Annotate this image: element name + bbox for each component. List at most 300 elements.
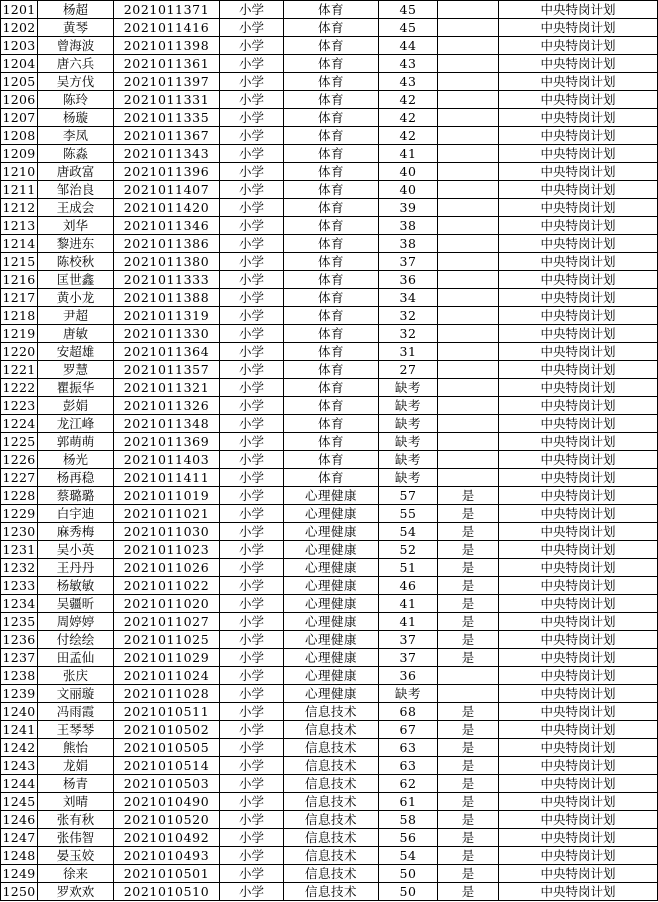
name-cell: 付绘绘: [38, 631, 114, 649]
plan-cell: 中央特岗计划: [499, 739, 658, 757]
seq-cell: 1211: [2, 182, 36, 197]
table-row: [1, 397, 658, 415]
score-cell: 39: [379, 199, 438, 217]
table-row: [1, 631, 658, 649]
plan-cell: 中央特岗计划: [499, 181, 658, 199]
score-cell: 43: [379, 55, 438, 73]
name-cell: 吴小英: [38, 541, 114, 559]
score-cell: 52: [379, 541, 438, 559]
level-cell: 小学: [220, 847, 284, 865]
table-row: [1, 685, 658, 703]
interview-cell: [438, 667, 499, 685]
interview-cell: 是: [438, 721, 499, 739]
exam-id-cell: 2021011019: [114, 487, 220, 505]
table-row: [1, 793, 658, 811]
table-row: [1, 379, 658, 397]
seq-cell: 1220: [2, 344, 36, 359]
subject-cell: 体育: [284, 1, 379, 19]
table-row: [1, 577, 658, 595]
table-row: [1, 595, 658, 613]
subject-cell: 心理健康: [284, 487, 379, 505]
level-cell: 小学: [220, 811, 284, 829]
interview-cell: [438, 469, 499, 487]
name-cell: 冯雨霞: [38, 703, 114, 721]
name-cell: 杨超: [38, 1, 114, 19]
seq-cell: 1205: [2, 74, 36, 89]
plan-cell: 中央特岗计划: [499, 865, 658, 883]
plan-cell: 中央特岗计划: [499, 163, 658, 181]
table-row: [1, 523, 658, 541]
seq-cell: 1237: [2, 650, 36, 665]
table-row: [1, 127, 658, 145]
name-cell: 白宇迪: [38, 505, 114, 523]
plan-cell: 中央特岗计划: [499, 451, 658, 469]
table-row: [1, 541, 658, 559]
table-row: [1, 847, 658, 865]
plan-cell: 中央特岗计划: [499, 703, 658, 721]
subject-cell: 体育: [284, 415, 379, 433]
plan-cell: 中央特岗计划: [499, 271, 658, 289]
subject-cell: 心理健康: [284, 541, 379, 559]
table-row: [1, 451, 658, 469]
interview-cell: 是: [438, 595, 499, 613]
score-cell: 32: [379, 325, 438, 343]
exam-id-cell: 2021011331: [114, 91, 220, 109]
seq-cell: 1201: [2, 2, 36, 17]
exam-id-cell: 2021011346: [114, 217, 220, 235]
name-cell: 徐来: [38, 865, 114, 883]
table-row: [1, 271, 658, 289]
plan-cell: 中央特岗计划: [499, 541, 658, 559]
plan-cell: 中央特岗计划: [499, 883, 658, 901]
level-cell: 小学: [220, 433, 284, 451]
exam-id-cell: 2021011411: [114, 469, 220, 487]
subject-cell: 体育: [284, 19, 379, 37]
exam-id-cell: 2021011380: [114, 253, 220, 271]
subject-cell: 信息技术: [284, 703, 379, 721]
interview-cell: [438, 325, 499, 343]
name-cell: 张庆: [38, 667, 114, 685]
exam-id-cell: 2021011023: [114, 541, 220, 559]
plan-cell: 中央特岗计划: [499, 721, 658, 739]
plan-cell: 中央特岗计划: [499, 91, 658, 109]
interview-cell: [438, 415, 499, 433]
seq-cell: 1248: [2, 848, 36, 863]
subject-cell: 信息技术: [284, 739, 379, 757]
score-cell: 45: [379, 19, 438, 37]
subject-cell: 心理健康: [284, 631, 379, 649]
table-row: [1, 163, 658, 181]
name-cell: 杨光: [38, 451, 114, 469]
level-cell: 小学: [220, 1, 284, 19]
exam-id-cell: 2021010514: [114, 757, 220, 775]
name-cell: 唐政富: [38, 163, 114, 181]
score-cell: 36: [379, 271, 438, 289]
score-cell: 55: [379, 505, 438, 523]
level-cell: 小学: [220, 739, 284, 757]
plan-cell: 中央特岗计划: [499, 667, 658, 685]
exam-id-cell: 2021010510: [114, 883, 220, 901]
seq-cell: 1229: [2, 506, 36, 521]
table-row: [1, 145, 658, 163]
score-cell: 42: [379, 127, 438, 145]
subject-cell: 体育: [284, 325, 379, 343]
seq-cell: 1206: [2, 92, 36, 107]
name-cell: 陈校秋: [38, 253, 114, 271]
interview-cell: 是: [438, 793, 499, 811]
exam-id-cell: 2021010501: [114, 865, 220, 883]
interview-cell: 是: [438, 613, 499, 631]
subject-cell: 体育: [284, 469, 379, 487]
interview-cell: [438, 145, 499, 163]
plan-cell: 中央特岗计划: [499, 631, 658, 649]
score-cell: 54: [379, 847, 438, 865]
subject-cell: 体育: [284, 451, 379, 469]
plan-cell: 中央特岗计划: [499, 595, 658, 613]
exam-id-cell: 2021010493: [114, 847, 220, 865]
seq-cell: 1218: [2, 308, 36, 323]
subject-cell: 体育: [284, 253, 379, 271]
table-row: [1, 37, 658, 55]
level-cell: 小学: [220, 505, 284, 523]
interview-cell: 是: [438, 541, 499, 559]
interview-cell: [438, 91, 499, 109]
exam-id-cell: 2021011030: [114, 523, 220, 541]
seq-cell: 1250: [2, 884, 36, 899]
score-cell: 缺考: [379, 415, 438, 433]
seq-cell: 1216: [2, 272, 36, 287]
seq-cell: 1231: [2, 542, 36, 557]
name-cell: 安超雄: [38, 343, 114, 361]
table-row: [1, 307, 658, 325]
exam-id-cell: 2021011367: [114, 127, 220, 145]
seq-cell: 1227: [2, 470, 36, 485]
plan-cell: 中央特岗计划: [499, 1, 658, 19]
level-cell: 小学: [220, 595, 284, 613]
table-row: [1, 811, 658, 829]
plan-cell: 中央特岗计划: [499, 613, 658, 631]
name-cell: 吴疆昕: [38, 595, 114, 613]
table-row: [1, 1, 658, 19]
name-cell: 罗慧: [38, 361, 114, 379]
exam-id-cell: 2021011398: [114, 37, 220, 55]
score-cell: 缺考: [379, 397, 438, 415]
table-row: [1, 181, 658, 199]
subject-cell: 体育: [284, 343, 379, 361]
results-table-body: [1, 1, 658, 901]
seq-cell: 1207: [2, 110, 36, 125]
level-cell: 小学: [220, 127, 284, 145]
score-cell: 50: [379, 883, 438, 901]
seq-cell: 1240: [2, 704, 36, 719]
level-cell: 小学: [220, 307, 284, 325]
interview-cell: [438, 271, 499, 289]
name-cell: 杨再稳: [38, 469, 114, 487]
name-cell: 黄琴: [38, 19, 114, 37]
seq-cell: 1222: [2, 380, 36, 395]
level-cell: 小学: [220, 19, 284, 37]
exam-id-cell: 2021011371: [114, 1, 220, 19]
plan-cell: 中央特岗计划: [499, 361, 658, 379]
exam-id-cell: 2021011029: [114, 649, 220, 667]
name-cell: 罗欢欢: [38, 883, 114, 901]
subject-cell: 体育: [284, 109, 379, 127]
exam-id-cell: 2021011025: [114, 631, 220, 649]
table-row: [1, 829, 658, 847]
exam-id-cell: 2021011028: [114, 685, 220, 703]
exam-id-cell: 2021011319: [114, 307, 220, 325]
interview-cell: [438, 163, 499, 181]
plan-cell: 中央特岗计划: [499, 775, 658, 793]
exam-id-cell: 2021011022: [114, 577, 220, 595]
level-cell: 小学: [220, 199, 284, 217]
name-cell: 尹超: [38, 307, 114, 325]
level-cell: 小学: [220, 631, 284, 649]
interview-cell: 是: [438, 487, 499, 505]
subject-cell: 信息技术: [284, 757, 379, 775]
plan-cell: 中央特岗计划: [499, 433, 658, 451]
table-row: [1, 343, 658, 361]
subject-cell: 信息技术: [284, 829, 379, 847]
level-cell: 小学: [220, 55, 284, 73]
interview-cell: [438, 343, 499, 361]
score-cell: 58: [379, 811, 438, 829]
plan-cell: 中央特岗计划: [499, 379, 658, 397]
interview-cell: [438, 181, 499, 199]
subject-cell: 体育: [284, 91, 379, 109]
name-cell: 陈淼: [38, 145, 114, 163]
plan-cell: 中央特岗计划: [499, 55, 658, 73]
exam-id-cell: 2021011335: [114, 109, 220, 127]
subject-cell: 体育: [284, 271, 379, 289]
exam-id-cell: 2021011388: [114, 289, 220, 307]
level-cell: 小学: [220, 289, 284, 307]
table-row: [1, 883, 658, 901]
seq-cell: 1204: [2, 56, 36, 71]
score-cell: 41: [379, 613, 438, 631]
name-cell: 陈玲: [38, 91, 114, 109]
score-cell: 37: [379, 253, 438, 271]
table-row: [1, 55, 658, 73]
seq-cell: 1245: [2, 794, 36, 809]
subject-cell: 信息技术: [284, 811, 379, 829]
seq-cell: 1209: [2, 146, 36, 161]
table-row: [1, 289, 658, 307]
interview-cell: 是: [438, 703, 499, 721]
interview-cell: [438, 217, 499, 235]
plan-cell: 中央特岗计划: [499, 109, 658, 127]
subject-cell: 信息技术: [284, 883, 379, 901]
plan-cell: 中央特岗计划: [499, 757, 658, 775]
name-cell: 王琴琴: [38, 721, 114, 739]
subject-cell: 信息技术: [284, 847, 379, 865]
interview-cell: [438, 451, 499, 469]
score-cell: 27: [379, 361, 438, 379]
seq-cell: 1234: [2, 596, 36, 611]
seq-cell: 1212: [2, 200, 36, 215]
table-row: [1, 433, 658, 451]
exam-id-cell: 2021010511: [114, 703, 220, 721]
interview-cell: [438, 433, 499, 451]
exam-id-cell: 2021011416: [114, 19, 220, 37]
seq-cell: 1210: [2, 164, 36, 179]
interview-cell: [438, 361, 499, 379]
score-cell: 缺考: [379, 469, 438, 487]
exam-id-cell: 2021011326: [114, 397, 220, 415]
exam-id-cell: 2021011420: [114, 199, 220, 217]
name-cell: 蔡璐璐: [38, 487, 114, 505]
seq-cell: 1213: [2, 218, 36, 233]
interview-cell: 是: [438, 505, 499, 523]
plan-cell: 中央特岗计划: [499, 811, 658, 829]
seq-cell: 1236: [2, 632, 36, 647]
score-cell: 41: [379, 145, 438, 163]
name-cell: 邹治良: [38, 181, 114, 199]
score-cell: 缺考: [379, 685, 438, 703]
seq-cell: 1230: [2, 524, 36, 539]
score-cell: 67: [379, 721, 438, 739]
exam-id-cell: 2021010520: [114, 811, 220, 829]
exam-id-cell: 2021010502: [114, 721, 220, 739]
plan-cell: 中央特岗计划: [499, 325, 658, 343]
level-cell: 小学: [220, 487, 284, 505]
name-cell: 晏玉姣: [38, 847, 114, 865]
seq-cell: 1226: [2, 452, 36, 467]
level-cell: 小学: [220, 559, 284, 577]
score-cell: 37: [379, 649, 438, 667]
subject-cell: 体育: [284, 163, 379, 181]
plan-cell: 中央特岗计划: [499, 505, 658, 523]
seq-cell: 1208: [2, 128, 36, 143]
plan-cell: 中央特岗计划: [499, 469, 658, 487]
interview-cell: [438, 199, 499, 217]
score-cell: 61: [379, 793, 438, 811]
exam-id-cell: 2021011403: [114, 451, 220, 469]
seq-cell: 1217: [2, 290, 36, 305]
level-cell: 小学: [220, 865, 284, 883]
plan-cell: 中央特岗计划: [499, 289, 658, 307]
score-cell: 63: [379, 757, 438, 775]
interview-cell: 是: [438, 847, 499, 865]
name-cell: 熊怡: [38, 739, 114, 757]
table-row: [1, 73, 658, 91]
plan-cell: 中央特岗计划: [499, 523, 658, 541]
level-cell: 小学: [220, 451, 284, 469]
seq-cell: 1238: [2, 668, 36, 683]
seq-cell: 1233: [2, 578, 36, 593]
score-cell: 40: [379, 163, 438, 181]
name-cell: 刘华: [38, 217, 114, 235]
exam-id-cell: 2021011348: [114, 415, 220, 433]
exam-id-cell: 2021011027: [114, 613, 220, 631]
seq-cell: 1232: [2, 560, 36, 575]
subject-cell: 体育: [284, 145, 379, 163]
exam-id-cell: 2021011024: [114, 667, 220, 685]
score-cell: 40: [379, 181, 438, 199]
score-cell: 50: [379, 865, 438, 883]
interview-cell: 是: [438, 883, 499, 901]
seq-cell: 1228: [2, 488, 36, 503]
table-row: [1, 703, 658, 721]
score-cell: 缺考: [379, 379, 438, 397]
subject-cell: 心理健康: [284, 667, 379, 685]
subject-cell: 心理健康: [284, 613, 379, 631]
interview-cell: [438, 127, 499, 145]
interview-cell: 是: [438, 523, 499, 541]
subject-cell: 体育: [284, 397, 379, 415]
exam-id-cell: 2021010492: [114, 829, 220, 847]
level-cell: 小学: [220, 217, 284, 235]
name-cell: 文丽璇: [38, 685, 114, 703]
score-cell: 68: [379, 703, 438, 721]
exam-id-cell: 2021011396: [114, 163, 220, 181]
seq-cell: 1244: [2, 776, 36, 791]
score-cell: 34: [379, 289, 438, 307]
level-cell: 小学: [220, 325, 284, 343]
interview-cell: [438, 109, 499, 127]
level-cell: 小学: [220, 613, 284, 631]
score-cell: 63: [379, 739, 438, 757]
table-row: [1, 199, 658, 217]
plan-cell: 中央特岗计划: [499, 649, 658, 667]
subject-cell: 体育: [284, 199, 379, 217]
interview-cell: [438, 307, 499, 325]
table-row: [1, 775, 658, 793]
level-cell: 小学: [220, 379, 284, 397]
level-cell: 小学: [220, 109, 284, 127]
level-cell: 小学: [220, 721, 284, 739]
plan-cell: 中央特岗计划: [499, 415, 658, 433]
plan-cell: 中央特岗计划: [499, 397, 658, 415]
plan-cell: 中央特岗计划: [499, 847, 658, 865]
table-row: [1, 757, 658, 775]
seq-cell: 1214: [2, 236, 36, 251]
table-row: [1, 415, 658, 433]
seq-cell: 1242: [2, 740, 36, 755]
name-cell: 麻秀梅: [38, 523, 114, 541]
exam-id-cell: 2021011361: [114, 55, 220, 73]
level-cell: 小学: [220, 667, 284, 685]
plan-cell: 中央特岗计划: [499, 685, 658, 703]
exam-id-cell: 2021011021: [114, 505, 220, 523]
score-cell: 57: [379, 487, 438, 505]
exam-id-cell: 2021011364: [114, 343, 220, 361]
score-cell: 51: [379, 559, 438, 577]
name-cell: 刘晴: [38, 793, 114, 811]
seq-cell: 1225: [2, 434, 36, 449]
subject-cell: 体育: [284, 181, 379, 199]
name-cell: 杨璇: [38, 109, 114, 127]
subject-cell: 信息技术: [284, 721, 379, 739]
level-cell: 小学: [220, 235, 284, 253]
table-row: [1, 559, 658, 577]
score-cell: 46: [379, 577, 438, 595]
plan-cell: 中央特岗计划: [499, 73, 658, 91]
table-row: [1, 19, 658, 37]
name-cell: 张有秋: [38, 811, 114, 829]
seq-cell: 1235: [2, 614, 36, 629]
table-row: [1, 505, 658, 523]
level-cell: 小学: [220, 883, 284, 901]
subject-cell: 体育: [284, 433, 379, 451]
name-cell: 郭萌萌: [38, 433, 114, 451]
level-cell: 小学: [220, 523, 284, 541]
table-row: [1, 109, 658, 127]
table-row: [1, 739, 658, 757]
subject-cell: 信息技术: [284, 775, 379, 793]
subject-cell: 体育: [284, 379, 379, 397]
level-cell: 小学: [220, 577, 284, 595]
